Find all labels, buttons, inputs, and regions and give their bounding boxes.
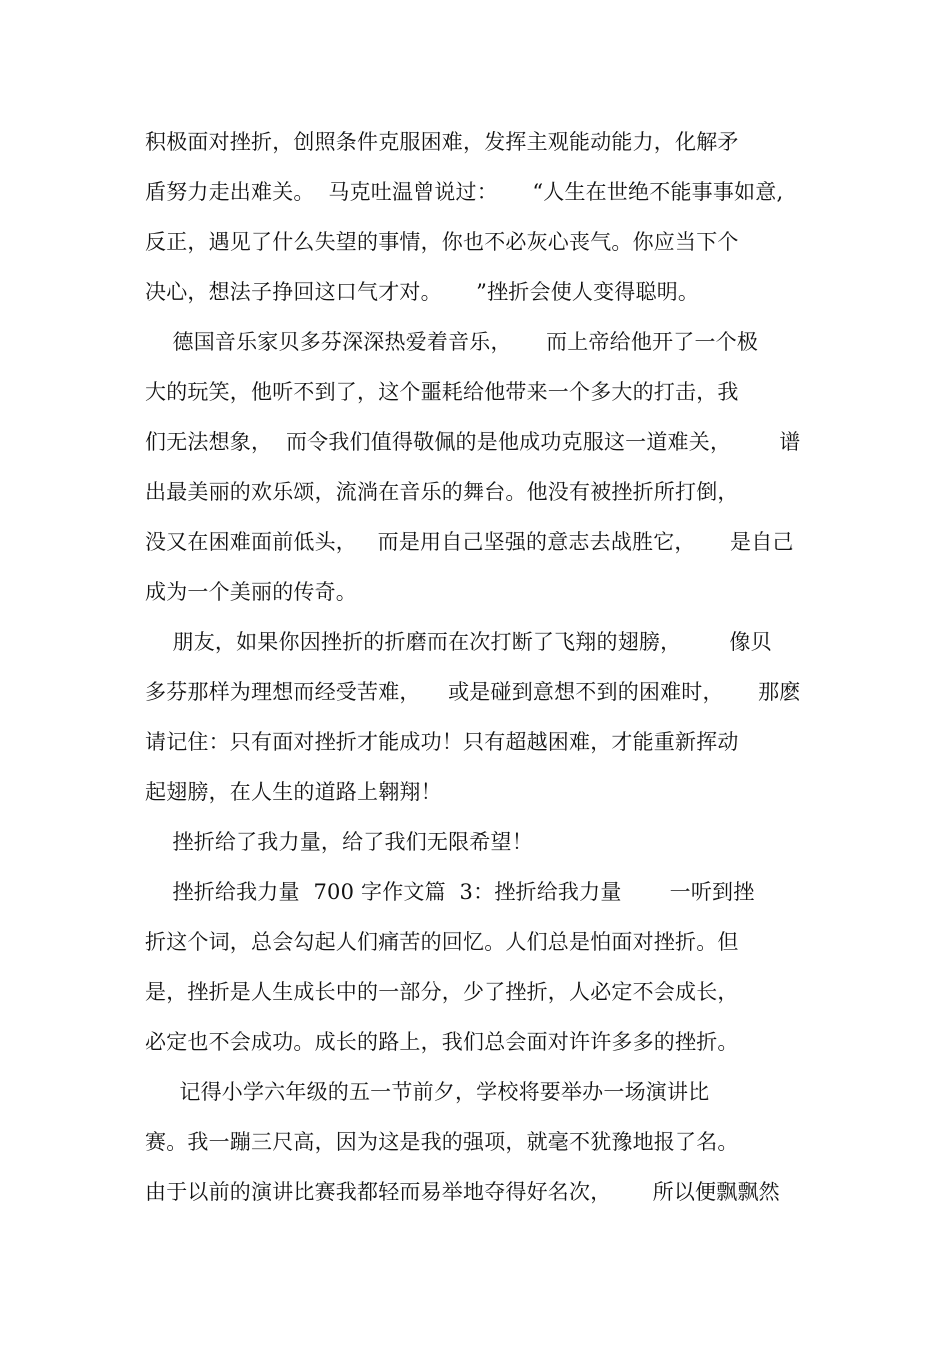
text-line: 反正，遇见了什么失望的事情，你也不必灰心丧气。你应当下个 xyxy=(145,230,739,254)
text-line: 盾努力走出难关。 马克吐温曾说过： “人生在世绝不能事事如意, xyxy=(145,180,784,204)
text-line: 们无法想象， 而令我们值得敬佩的是他成功克服这一道难关， 谱 xyxy=(145,430,801,454)
text-line: 挫折给我力量 700 字作文篇 3：挫折给我力量 一听到挫 xyxy=(145,880,755,904)
text-line: 是，挫折是人生成长中的一部分，少了挫折，人必定不会成长， xyxy=(145,980,739,1004)
text-line: 积极面对挫折，创照条件克服困难，发挥主观能动能力，化解矛 xyxy=(145,130,739,154)
text-line: 由于以前的演讲比赛我都轻而易举地夺得好名次， 所以便飘飘然 xyxy=(145,1180,780,1204)
text-line: 折这个词，总会勾起人们痛苦的回忆。人们总是怕面对挫折。但 xyxy=(145,930,739,954)
text-line: 多芬那样为理想而经受苦难， 或是碰到意想不到的困难时， 那麽 xyxy=(145,680,801,704)
text-line: 没又在困难面前低头， 而是用自己坚强的意志去战胜它， 是自己 xyxy=(145,530,794,554)
text-line: 起翅膀，在人生的道路上翱翔！ xyxy=(145,780,442,804)
text-line: 德国音乐家贝多芬深深热爱着音乐， 而上帝给他开了一个极 xyxy=(145,330,759,354)
text-line: 挫折给了我力量，给了我们无限希望！ xyxy=(145,830,533,854)
text-line: 成为一个美丽的传奇。 xyxy=(145,580,357,604)
text-line: 必定也不会成功。成长的路上，我们总会面对许许多多的挫折。 xyxy=(145,1030,739,1054)
text-line: 决心，想法子挣回这口气才对。 ”挫折会使人变得聪明。 xyxy=(145,280,700,304)
text-line: 出最美丽的欢乐颂，流淌在音乐的舞台。他没有被挫折所打倒， xyxy=(145,480,739,504)
text-line: 记得小学六年级的五一节前夕，学校将要举办一场演讲比 xyxy=(145,1080,710,1104)
text-line: 赛。我一蹦三尺高，因为这是我的强项，就毫不犹豫地报了名。 xyxy=(145,1130,739,1154)
text-line: 朋友，如果你因挫折的折磨而在次打断了飞翔的翅膀， 像贝 xyxy=(145,630,772,654)
text-line: 大的玩笑，他听不到了，这个噩耗给他带来一个多大的打击，我 xyxy=(145,380,739,404)
text-line: 请记住：只有面对挫折才能成功！只有超越困难，才能重新挥动 xyxy=(145,730,739,754)
